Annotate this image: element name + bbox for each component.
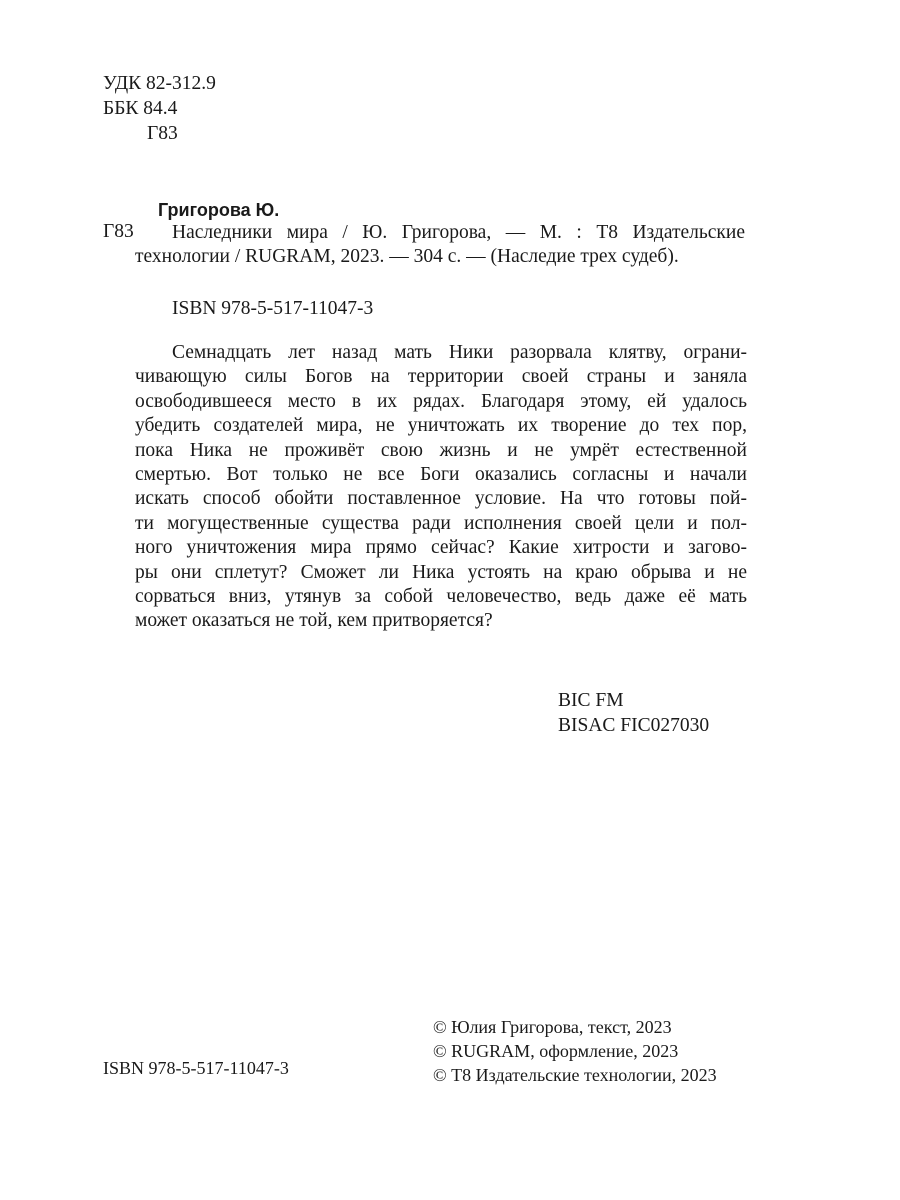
author-mark: Г83 [147, 123, 178, 144]
annotation-line: убедить создателей мира, не уничтожать их творение до тех пор, [135, 415, 747, 437]
annotation-line: пока Ника не проживёт свою жизнь и не умрёт естественной [135, 439, 747, 461]
annotation-line: Семнадцать лет назад мать Ники разорвала клятву, ограни- [172, 342, 747, 363]
bisac-code: BISAC FIC027030 [558, 715, 710, 736]
copyright-line: © Юлия Григорова, текст, 2023 [433, 1017, 672, 1037]
isbn-catalog: ISBN 978-5-517-11047-3 [172, 298, 374, 319]
isbn-footer: ISBN 978-5-517-11047-3 [103, 1058, 289, 1078]
annotation-text [135, 341, 747, 634]
annotation-line: чивающую силы Богов на территории своей страны и заняла [135, 366, 747, 388]
catalog-entry-line-2: технологии / RUGRAM, 2023. — 304 с. — (Наследие трех судеб). [135, 246, 679, 267]
annotation-line: может оказаться не той, кем притворяется? [135, 610, 493, 632]
annotation-line: сорваться вниз, утянув за собой человечество, ведь даже её мать [135, 586, 747, 608]
author-heading: Григорова Ю. [158, 200, 280, 220]
annotation-line: ры они сплетут? Сможет ли Ника устоять на краю обрыва и не [135, 561, 747, 583]
catalog-author-mark: Г83 [103, 221, 134, 242]
annotation-line: искать способ обойти поставленное условие. На что готовы пой- [135, 488, 747, 510]
bic-code: BIC FM [558, 690, 624, 711]
annotation-line: ти могущественные существа ради исполнения своей цели и пол- [135, 512, 747, 534]
bbk-code: ББК 84.4 [103, 98, 178, 119]
annotation-line: смертью. Вот только не все Боги оказались согласны и начали [135, 464, 747, 486]
annotation-line: освободившееся место в их рядах. Благодаря этому, ей удалось [135, 390, 747, 412]
annotation-line: ного уничтожения мира прямо сейчас? Какие хитрости и загово- [135, 537, 747, 559]
catalog-entry-line-1: Наследники мира / Ю. Григорова, — М. : Т8 Издательские [172, 222, 745, 243]
copyright-line: © RUGRAM, оформление, 2023 [433, 1041, 679, 1061]
udk-code: УДК 82-312.9 [103, 73, 216, 94]
copyright-line: © Т8 Издательские технологии, 2023 [433, 1065, 717, 1085]
